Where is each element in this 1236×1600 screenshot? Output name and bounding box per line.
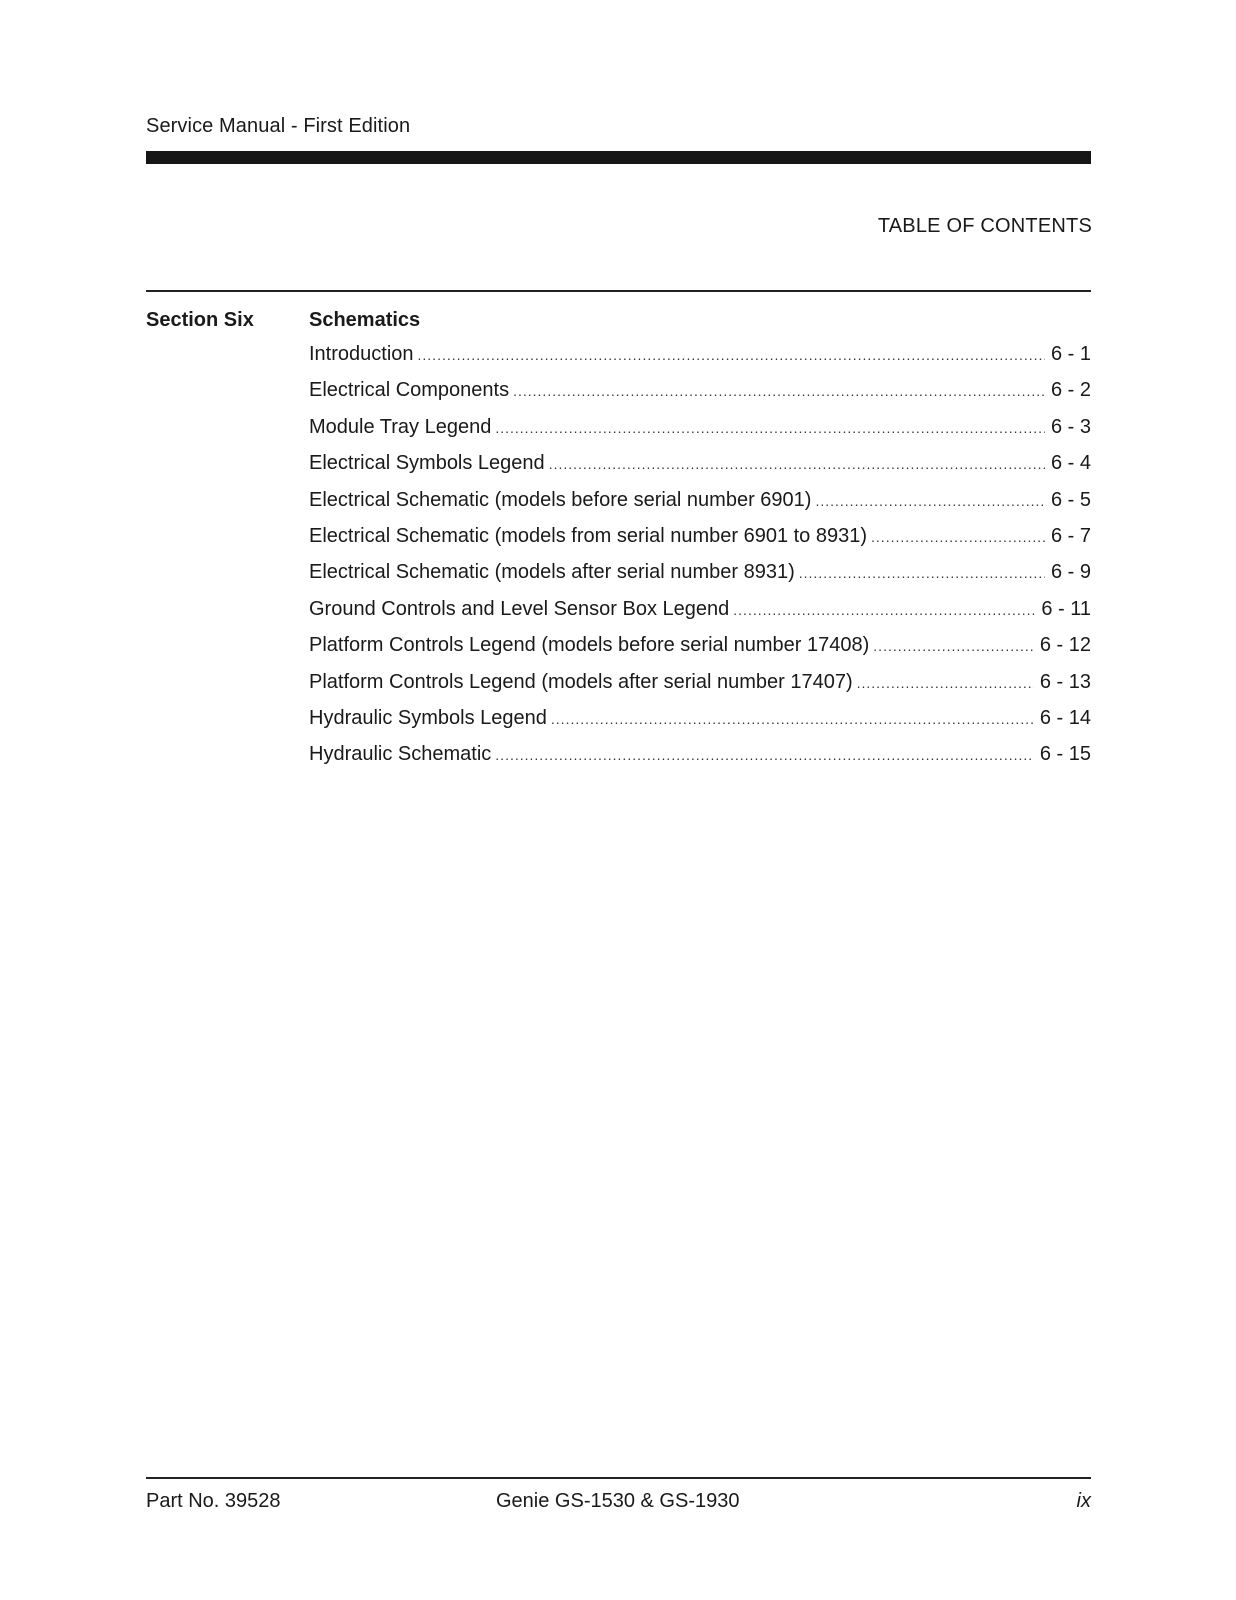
footer-page-number: ix <box>1076 1490 1091 1512</box>
running-header: Service Manual - First Edition <box>146 115 411 137</box>
toc-list <box>309 343 1091 780</box>
dot-leader <box>857 675 1034 691</box>
toc-entry-label: Module Tray Legend <box>309 415 492 438</box>
toc-divider <box>146 290 1091 292</box>
toc-title: TABLE OF CONTENTS <box>877 215 1092 237</box>
toc-entry-page: 6 - 3 <box>1050 415 1091 438</box>
section-title: Schematics <box>309 309 421 331</box>
toc-entry-label: Electrical Schematic (models before serial number 6901) <box>309 488 812 511</box>
toc-entry[interactable] <box>309 561 1091 597</box>
toc-entry-label: Ground Controls and Level Sensor Box Legend <box>309 597 730 620</box>
toc-entry-page: 6 - 9 <box>1050 561 1091 584</box>
dot-leader <box>513 383 1045 399</box>
dot-leader <box>799 565 1045 581</box>
footer-part-number: Part No. 39528 <box>146 1490 281 1512</box>
toc-entry[interactable] <box>309 452 1091 488</box>
toc-entry-label: Electrical Schematic (models from serial number 6901 to 8931) <box>309 524 868 547</box>
toc-entry[interactable] <box>309 634 1091 670</box>
header-bar <box>146 151 1091 164</box>
toc-entry-page: 6 - 2 <box>1050 379 1091 402</box>
dot-leader <box>815 493 1045 509</box>
footer-model: Genie GS-1530 & GS-1930 <box>496 1490 740 1512</box>
toc-entry[interactable] <box>309 525 1091 561</box>
dot-leader <box>551 711 1034 727</box>
toc-entry-page: 6 - 15 <box>1039 743 1091 766</box>
dot-leader <box>418 347 1045 363</box>
toc-entry-page: 6 - 1 <box>1050 343 1091 365</box>
section-label: Section Six <box>146 309 254 331</box>
toc-entry-label: Electrical Components <box>309 379 510 402</box>
toc-entry[interactable] <box>309 489 1091 525</box>
dot-leader <box>873 638 1034 654</box>
toc-entry-page: 6 - 5 <box>1050 488 1091 511</box>
toc-entry-page: 6 - 4 <box>1050 452 1091 475</box>
toc-entry-label: Electrical Symbols Legend <box>309 452 545 475</box>
toc-entry[interactable] <box>309 743 1091 779</box>
toc-entry-label: Introduction <box>309 343 414 365</box>
toc-entry-label: Platform Controls Legend (models after serial number 17407) <box>309 670 853 693</box>
footer-divider <box>146 1477 1091 1479</box>
dot-leader <box>871 529 1045 545</box>
toc-entry-label: Electrical Schematic (models after serial number 8931) <box>309 561 795 584</box>
dot-leader <box>495 747 1034 763</box>
toc-entry[interactable] <box>309 343 1091 379</box>
toc-entry-page: 6 - 13 <box>1039 670 1091 693</box>
toc-entry-label: Platform Controls Legend (models before serial number 17408) <box>309 634 870 657</box>
toc-entry[interactable] <box>309 598 1091 634</box>
toc-entry[interactable] <box>309 416 1091 452</box>
dot-leader <box>549 456 1045 472</box>
toc-entry-label: Hydraulic Symbols Legend <box>309 706 547 729</box>
toc-entry-page: 6 - 7 <box>1050 524 1091 547</box>
toc-entry[interactable] <box>309 671 1091 707</box>
toc-entry-page: 6 - 14 <box>1039 706 1091 729</box>
dot-leader <box>495 420 1045 436</box>
toc-entry[interactable] <box>309 379 1091 415</box>
toc-entry-page: 6 - 11 <box>1041 597 1091 620</box>
toc-entry-page: 6 - 12 <box>1039 634 1091 657</box>
toc-entry[interactable] <box>309 707 1091 743</box>
toc-entry-label: Hydraulic Schematic <box>309 743 492 766</box>
dot-leader <box>733 602 1035 618</box>
